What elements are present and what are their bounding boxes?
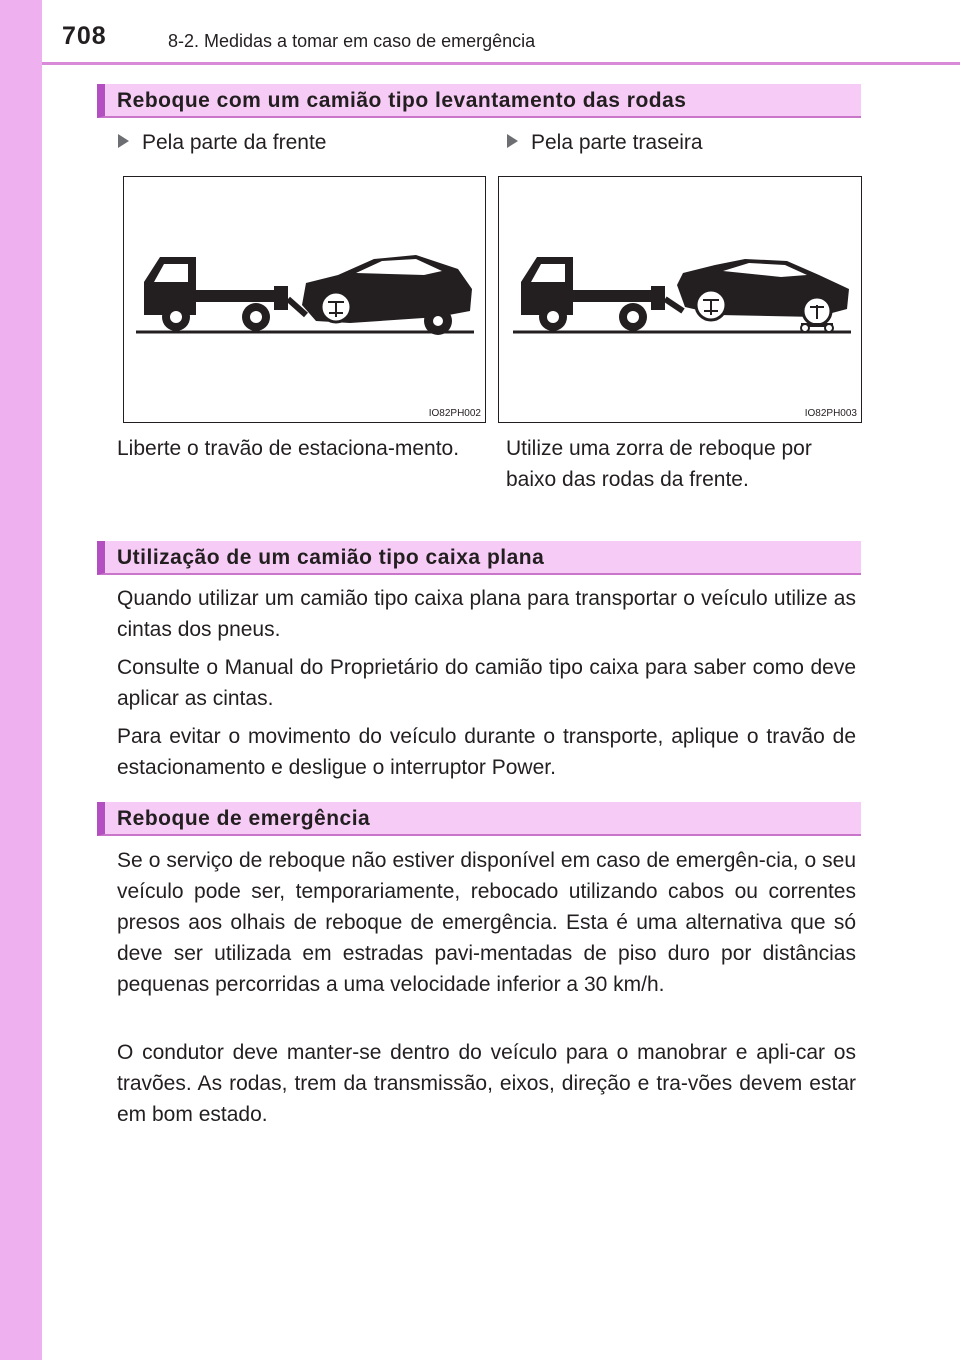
paragraph-flatbed-1: Quando utilizar um camião tipo caixa plana para transportar o veículo utilize as cintas dos pneus. [117,587,856,641]
subitem-rear-label: Pela parte traseira [531,131,703,154]
paragraph-flatbed-2: Consulte o Manual do Proprietário do camião tipo caixa para saber como deve aplicar as cintas. [117,656,856,710]
side-color-strip [0,0,42,1360]
subitem-rear [507,131,703,155]
section-heading-emergency-tow: Reboque de emergência [97,802,861,836]
figure-front-tow [123,176,486,423]
section-heading-wheel-lift: Reboque com um camião tipo levantamento das rodas [97,84,861,118]
tow-truck-rear-illustration [499,177,861,422]
caption-front: Liberte o travão de estaciona-mento. [117,437,460,460]
subitem-front-label: Pela parte da frente [142,131,327,154]
paragraph-emergency-1: Se o serviço de reboque não estiver disponível em caso de emergên-cia, o seu veículo pode ser, temporariamente, rebocado utilizando cabos ou correntes presos aos olhais de reboque de emergência. Esta é uma alternativa que só deve ser utilizada em estradas pavi-mentadas de piso duro por distâncias pequenas percorridas a uma velocidade inferior a 30 km/h. [117,849,856,996]
subitem-front [118,131,326,155]
figure-code-front: IO82PH002 [428,408,481,419]
figure-code-rear: IO82PH003 [804,408,857,419]
figure-rear-tow [498,176,862,423]
paragraph-flatbed-3: Para evitar o movimento do veículo durante o transporte, aplique o travão de estacionamento e desligue o interruptor Power. [117,725,856,779]
chapter-title: 8-2. Medidas a tomar em caso de emergência [168,31,536,51]
paragraph-emergency-2: O condutor deve manter-se dentro do veículo para o manobrar e apli-car os travões. As rodas, trem da transmissão, eixos, direção e tra-vões devem estar em bom estado. [117,1041,856,1126]
triangle-bullet-icon [507,134,518,148]
page-number: 708 [62,22,107,50]
section-heading-flatbed: Utilização de um camião tipo caixa plana [97,541,861,575]
tow-truck-front-illustration [124,177,485,422]
caption-rear: Utilize uma zorra de reboque por baixo das rodas da frente. [506,437,812,491]
triangle-bullet-icon [118,134,129,148]
header-divider [42,62,960,65]
